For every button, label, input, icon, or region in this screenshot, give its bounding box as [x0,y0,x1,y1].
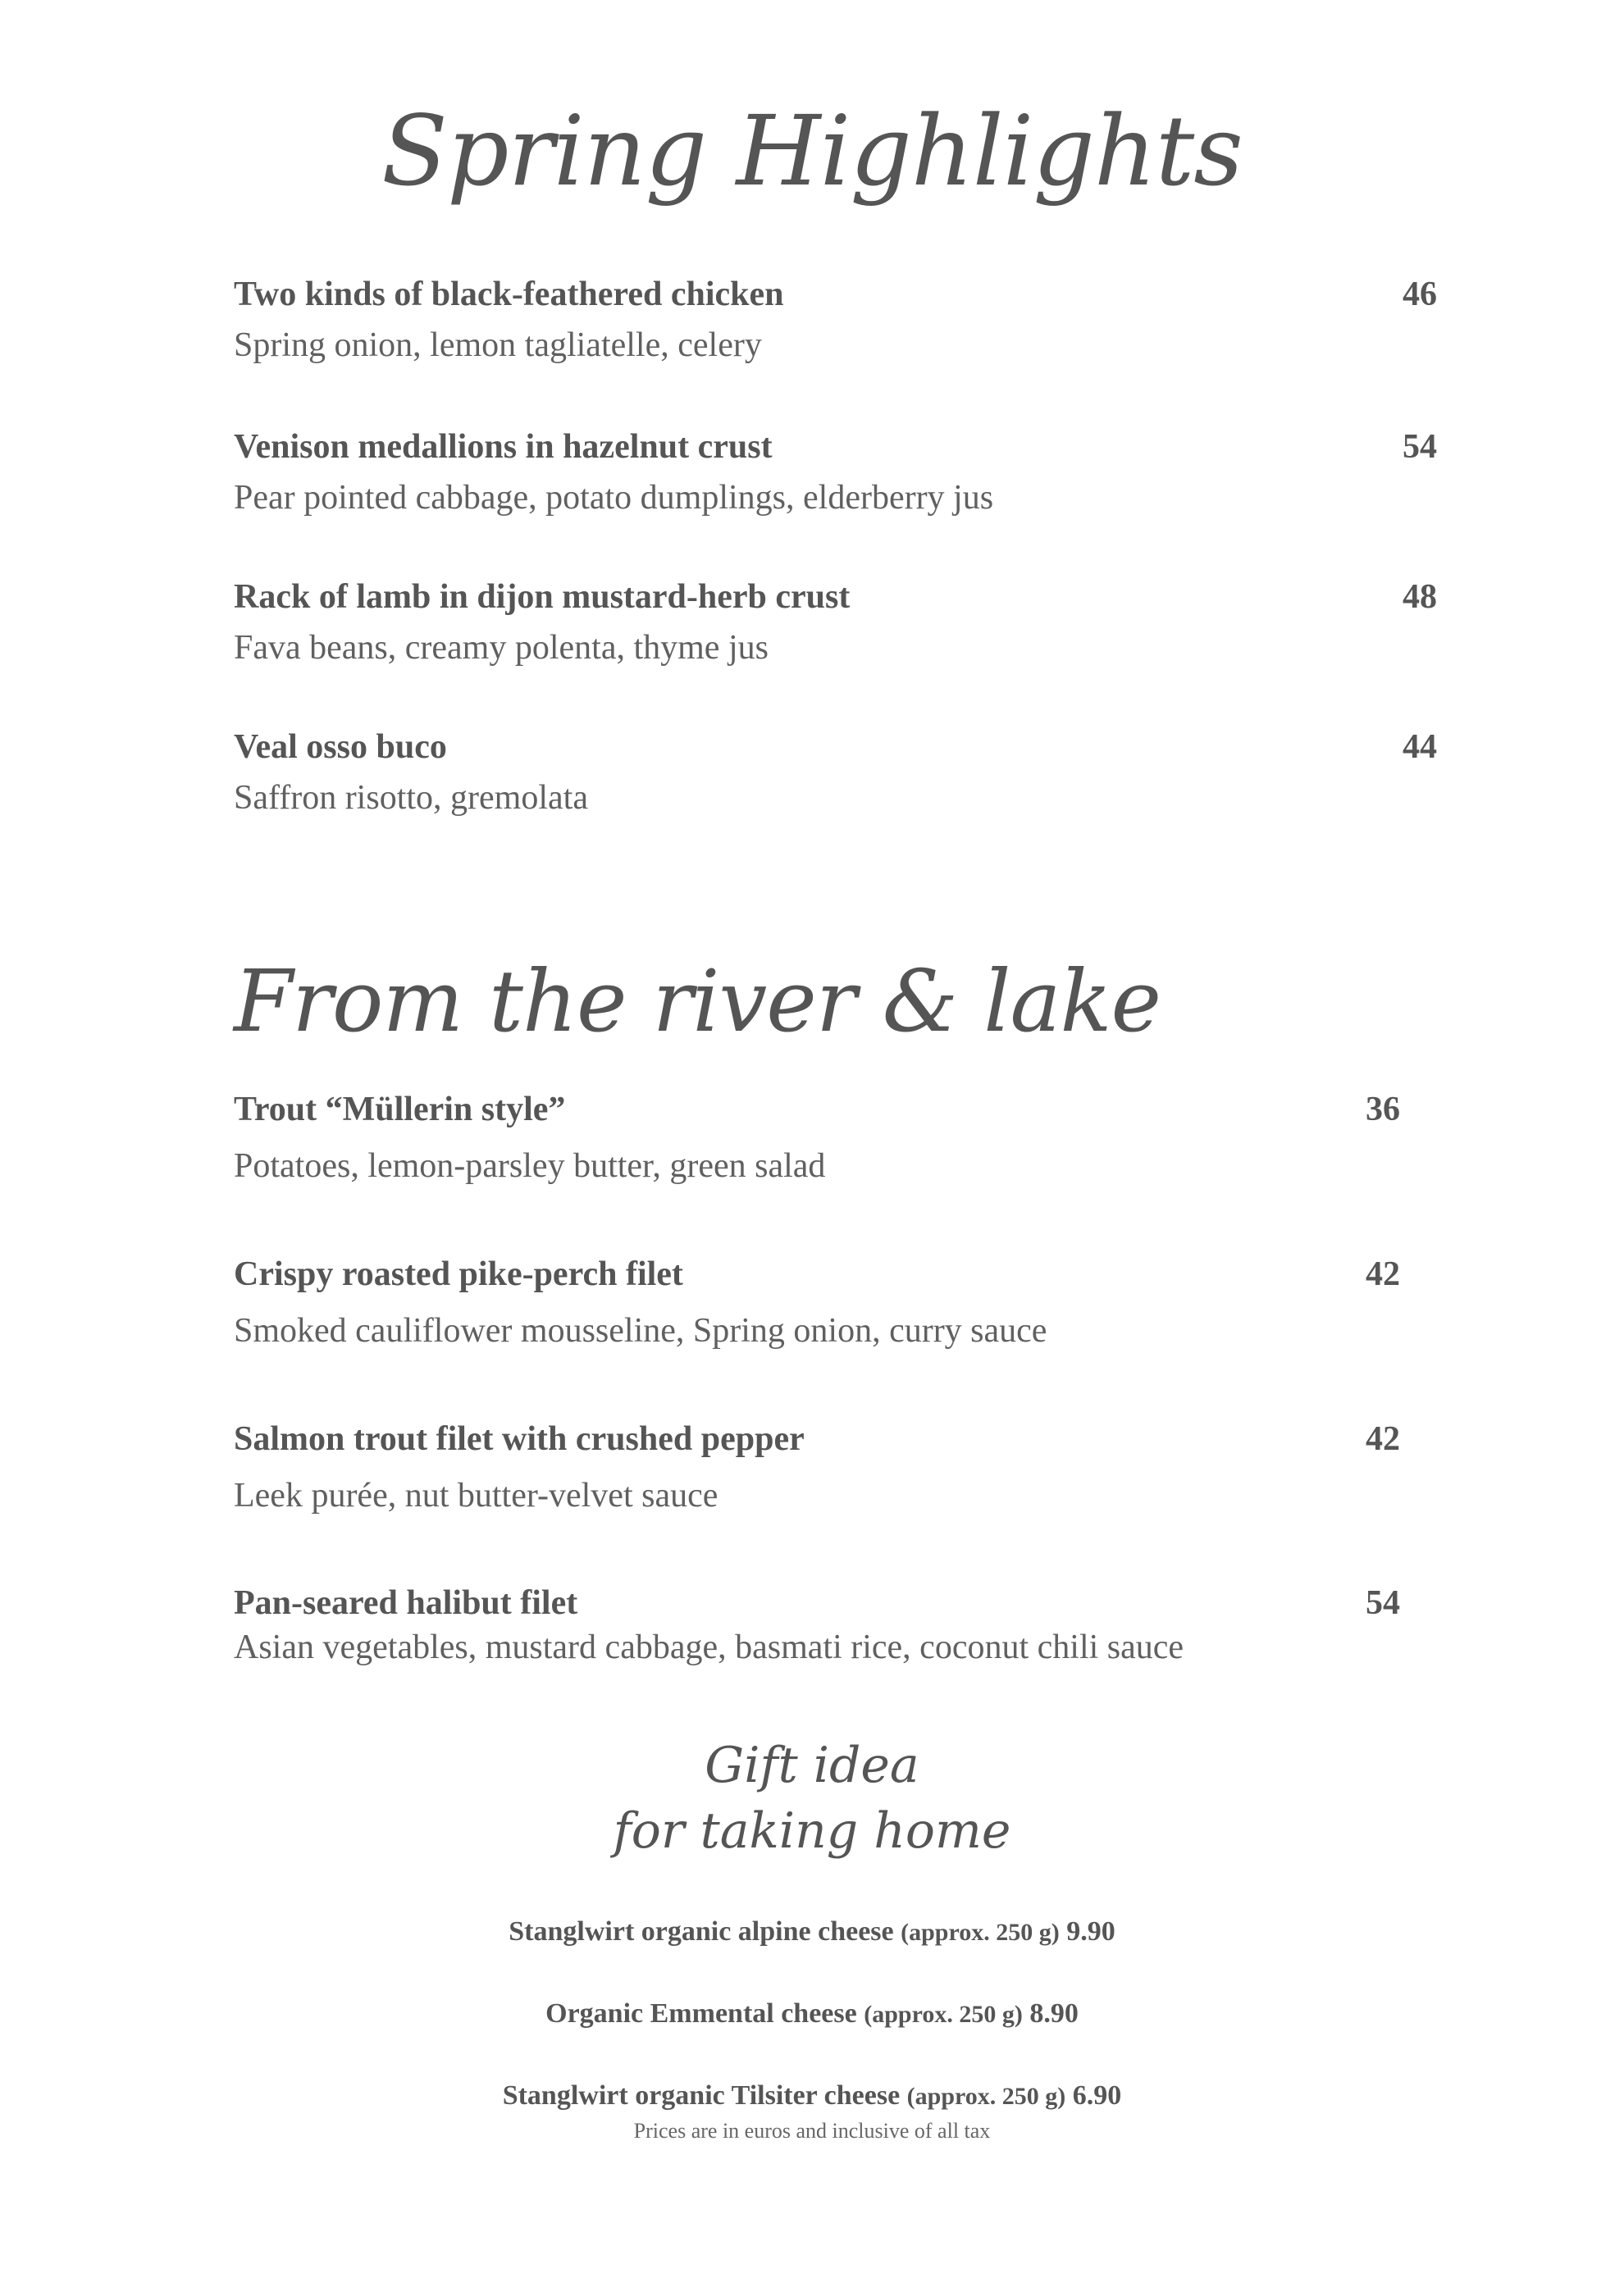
menu-item-price: 42 [1366,1420,1400,1458]
gift-item-name: Stanglwirt organic Tilsiter cheese [502,2080,901,2111]
menu-item-description: Saffron risotto, gremolata [234,779,588,817]
menu-item-description: Spring onion, lemon tagliatelle, celery [234,326,762,364]
menu-item-name: Two kinds of black-feathered chicken [234,276,784,313]
gift-item-name: Organic Emmental cheese [545,1998,857,2029]
menu-item [234,1257,1439,1348]
gift-item-note: (approx. 250 g) [901,1919,1060,1946]
menu-item-price: 36 [1366,1091,1400,1128]
menu-item-price: 46 [1403,276,1437,313]
menu-item-name: Pan-seared halibut filet [234,1584,578,1622]
menu-item-description: Asian vegetables, mustard cabbage, basmati rice, coconut chili sauce [234,1629,1184,1666]
menu-item-name: Trout “Müllerin style” [234,1091,566,1128]
gift-title-line2: for taking home [613,1802,1011,1860]
section-title-spring-highlights: Spring Highlights [381,94,1243,207]
menu-item-name: Rack of lamb in dijon mustard-herb crust [234,578,851,616]
menu-item-price: 54 [1403,428,1437,466]
menu-item-description: Potatoes, lemon-parsley butter, green salad [234,1147,826,1185]
menu-item-name: Salmon trout filet with crushed pepper [234,1420,805,1458]
gift-item-note: (approx. 250 g) [864,2001,1023,2028]
menu-item-name: Crispy roasted pike-perch filet [234,1255,683,1293]
section-title-river-lake: From the river & lake [234,951,1161,1051]
menu-item-description: Smoked cauliflower mousseline, Spring onion, curry sauce [234,1312,1047,1350]
gift-item [0,2080,1624,2112]
menu-item [234,277,1439,362]
menu-item-description: Pear pointed cabbage, potato dumplings, elderberry jus [234,479,994,517]
gift-item [0,1998,1624,2029]
menu-item [234,730,1439,815]
menu-item [234,580,1439,665]
gift-item-name: Stanglwirt organic alpine cheese [509,1916,894,1947]
menu-item-name: Venison medallions in hazelnut crust [234,428,773,466]
menu-item-name: Veal osso buco [234,728,447,766]
gift-item-price: 8.90 [1029,1998,1079,2029]
gift-title-line1: Gift idea [705,1737,919,1794]
menu-item-description: Fava beans, creamy polenta, thyme jus [234,629,769,667]
gift-item-price: 9.90 [1066,1916,1115,1947]
menu-item-description: Leek purée, nut butter-velvet sauce [234,1477,718,1515]
menu-item-price: 42 [1366,1255,1400,1293]
menu-item [234,1586,1439,1665]
gift-item-note: (approx. 250 g) [906,2083,1066,2110]
gift-item [0,1916,1624,1947]
menu-item-price: 48 [1403,578,1437,616]
price-footnote: Prices are in euros and inclusive of all tax [633,2119,991,2143]
menu-item [234,1422,1439,1513]
menu-item-price: 54 [1366,1584,1400,1622]
menu-item-price: 44 [1403,728,1437,766]
menu-item [234,1092,1439,1183]
menu-item [234,430,1439,515]
gift-item-price: 6.90 [1072,2080,1122,2111]
